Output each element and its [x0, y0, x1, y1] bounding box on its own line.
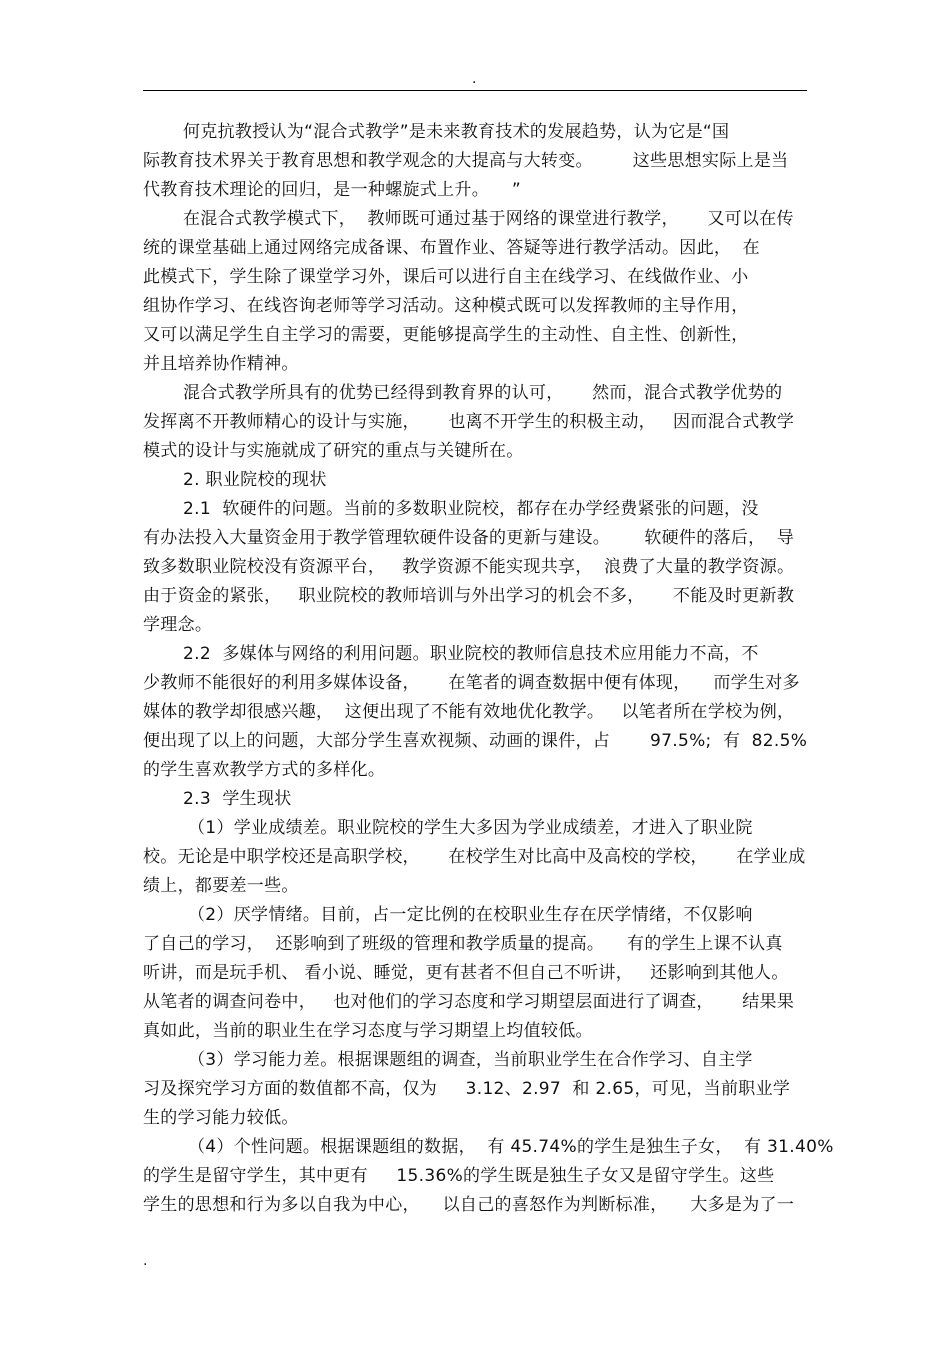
- text-line: 代教育技术理论的回归，是一种螺旋式上升。 ”: [143, 180, 521, 200]
- text-line: 组协作学习、在线咨询老师等学习活动。这种模式既可以发挥教师的主导作用，: [143, 296, 749, 316]
- text-line: 从笔者的调查问卷中， 也对他们的学习态度和学习期望层面进行了调查， 结果果: [143, 992, 795, 1012]
- text-line: 何克抗教授认为“混合式教学”是未来教育技术的发展趋势，认为它是“国: [183, 122, 730, 142]
- text-line: 际教育技术界关于教育思想和教学观念的大提高与大转变。 这些思想实际上是当: [143, 151, 789, 171]
- text-line: 2.2 多媒体与网络的利用问题。职业院校的教师信息技术应用能力不高，不: [183, 644, 759, 664]
- header-rule: [143, 90, 807, 91]
- text-line: 有办法投入大量资金用于教学管理软硬件设备的更新与建设。 软硬件的落后， 导: [143, 528, 795, 548]
- text-line: 2.3 学生现状: [183, 789, 292, 809]
- text-line: 2. 职业院校的现状: [183, 470, 327, 490]
- text-line: 绩上，都要差一些。: [143, 876, 299, 896]
- text-line: 学生的思想和行为多以自我为中心， 以自己的喜怒作为判断标准， 大多是为了一: [143, 1195, 795, 1215]
- text-line: 校。无论是中职学校还是高职学校， 在校学生对比高中及高校的学校， 在学业成: [143, 847, 806, 867]
- text-line: 真如此，当前的职业生在学习态度与学习期望上均值较低。: [143, 1021, 593, 1041]
- text-line: 混合式教学所具有的优势已经得到教育界的认可， 然而，混合式教学优势的: [183, 383, 783, 403]
- header-mark: .: [472, 71, 477, 87]
- text-line: 了自己的学习， 还影响到了班级的管理和教学质量的提高。 有的学生上课不认真: [143, 934, 783, 954]
- text-line: 少教师不能很好的利用多媒体设备， 在笔者的调查数据中便有体现， 而学生对多: [143, 673, 800, 693]
- text-line: 学理念。: [143, 615, 213, 635]
- text-line: 此模式下，学生除了课堂学习外，课后可以进行自主在线学习、在线做作业、小: [143, 267, 749, 287]
- text-line: 由于资金的紧张， 职业院校的教师培训与外出学习的机会不多， 不能及时更新教: [143, 586, 795, 606]
- text-line: 2.1 软硬件的问题。当前的多数职业院校，都存在办学经费紧张的问题，没: [183, 499, 759, 519]
- text-line: （3）学习能力差。根据课题组的调查，当前职业学生在合作学习、自主学: [188, 1050, 753, 1070]
- text-line: 媒体的教学却很感兴趣， 这便出现了不能有效地优化教学。 以笔者所在学校为例，: [143, 702, 795, 722]
- text-line: 习及探究学习方面的数值都不高，仅为 3.12、2.97 和 2.65，可见，当前职业学: [143, 1079, 791, 1099]
- footer-mark: .: [143, 1253, 148, 1269]
- text-line: 的学生是留守学生，其中更有 15.36%的学生既是独生子女又是留守学生。这些: [143, 1166, 775, 1186]
- text-line: 的学生喜欢教学方式的多样化。: [143, 760, 386, 780]
- text-line: 听讲，而是玩手机、 看小说、睡觉，更有甚者不但自己不听讲， 还影响到其他人。: [143, 963, 789, 983]
- text-line: 统的课堂基础上通过网络完成备课、布置作业、答疑等进行教学活动。因此， 在: [143, 238, 760, 258]
- text-line: 致多数职业院校没有资源平台， 教学资源不能实现共享， 浪费了大量的教学资源。: [143, 557, 795, 577]
- text-line: 发挥离不开教师精心的设计与实施， 也离不开学生的积极主动， 因而混合式教学: [143, 412, 795, 432]
- document-body: [143, 118, 834, 1220]
- text-line: 并且培养协作精神。: [143, 354, 299, 374]
- text-line: （2）厌学情绪。目前，占一定比例的在校职业生存在厌学情绪，不仅影响: [188, 905, 753, 925]
- text-line: 模式的设计与实施就成了研究的重点与关键所在。: [143, 441, 524, 461]
- text-line: （4）个性问题。根据课题组的数据， 有 45.74%的学生是独生子女， 有 31.40%: [188, 1137, 834, 1157]
- text-line: 又可以满足学生自主学习的需要，更能够提高学生的主动性、自主性、创新性，: [143, 325, 749, 345]
- text-line: 生的学习能力较低。: [143, 1108, 299, 1128]
- text-line: 便出现了以上的问题，大部分学生喜欢视频、动画的课件，占 97.5%; 有 82.5%: [143, 731, 808, 751]
- text-line: （1）学业成绩差。职业院校的学生大多因为学业成绩差，才进入了职业院: [188, 818, 753, 838]
- text-line: 在混合式教学模式下， 教师既可通过基于网络的课堂进行教学， 又可以在传: [183, 209, 794, 229]
